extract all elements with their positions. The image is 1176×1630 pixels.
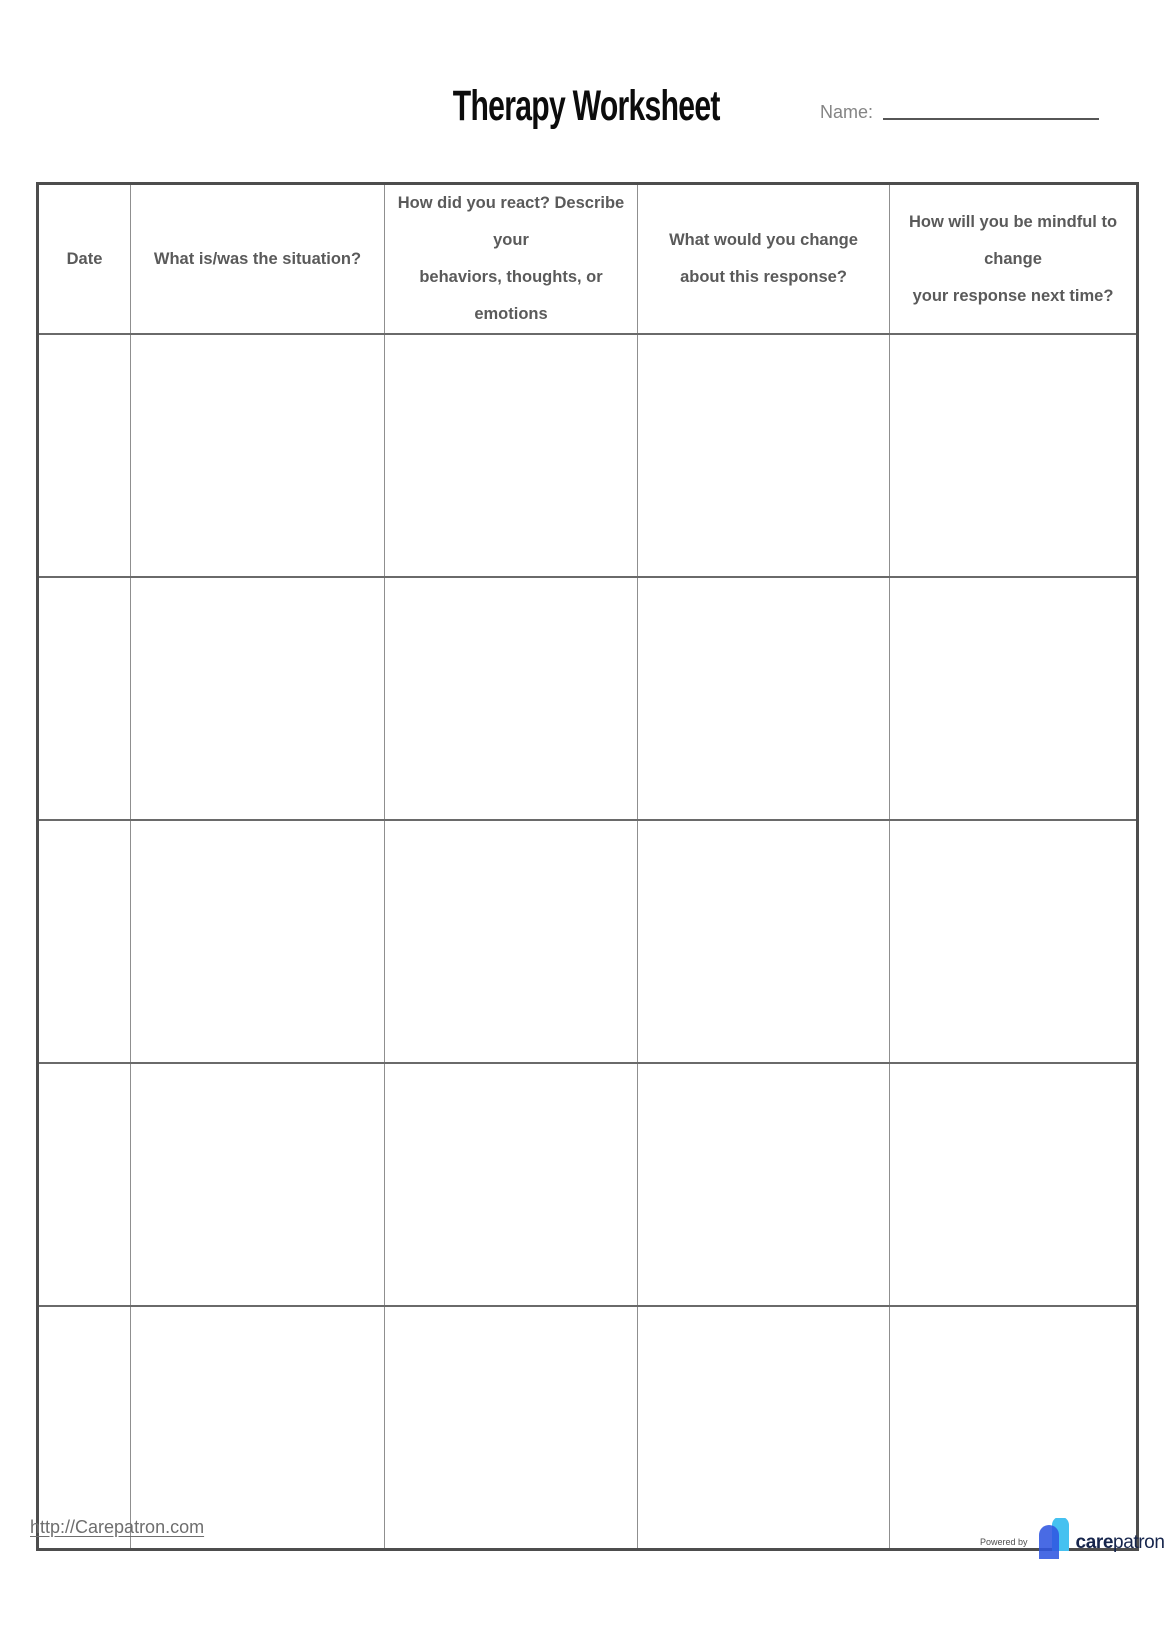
cell-mindful[interactable]: [890, 577, 1138, 820]
name-field: [820, 101, 1099, 123]
cell-date[interactable]: [38, 577, 131, 820]
powered-by-label: Powered by: [980, 1537, 1028, 1547]
table-row: [38, 1063, 1138, 1306]
cell-situation[interactable]: [131, 1306, 385, 1549]
cell-change[interactable]: [638, 334, 890, 577]
cell-reaction[interactable]: [385, 1306, 638, 1549]
column-header-situation: What is/was the situation?: [131, 184, 385, 335]
brand-care: care: [1075, 1532, 1114, 1553]
cell-situation[interactable]: [131, 1063, 385, 1306]
cell-change[interactable]: [638, 1306, 890, 1549]
column-header-reaction: How did you react? Describe your behaviors, thoughts, or emotions: [385, 184, 638, 335]
column-header-date: Date: [38, 184, 131, 335]
cell-change[interactable]: [638, 820, 890, 1063]
table-header-row: [38, 184, 1138, 335]
table-row: [38, 334, 1138, 577]
cell-reaction[interactable]: [385, 577, 638, 820]
name-label: Name:: [820, 102, 874, 122]
cell-date[interactable]: [38, 820, 131, 1063]
cell-reaction[interactable]: [385, 1063, 638, 1306]
cell-reaction[interactable]: [385, 820, 638, 1063]
cell-change[interactable]: [638, 577, 890, 820]
cell-change[interactable]: [638, 1063, 890, 1306]
carepatron-link[interactable]: http://Carepatron.com: [30, 1517, 205, 1537]
cell-mindful[interactable]: [890, 820, 1138, 1063]
table-row: [38, 820, 1138, 1063]
cell-situation[interactable]: [131, 334, 385, 577]
cell-mindful[interactable]: [890, 1306, 1138, 1549]
table-row: [38, 1306, 1138, 1549]
table-row: [38, 577, 1138, 820]
brand-patron: patron: [1113, 1532, 1165, 1553]
column-header-change: What would you change about this response?: [638, 184, 890, 335]
cell-date[interactable]: [38, 1063, 131, 1306]
column-header-mindful: How will you be mindful to change your response next time?: [890, 184, 1138, 335]
name-input-line[interactable]: [883, 118, 1099, 120]
cell-date[interactable]: [38, 334, 131, 577]
page-title: Therapy Worksheet: [453, 82, 721, 130]
worksheet-table: [36, 182, 1139, 1551]
cell-situation[interactable]: [131, 577, 385, 820]
cell-reaction[interactable]: [385, 334, 638, 577]
carepatron-logo-icon: [1036, 1518, 1072, 1560]
cell-situation[interactable]: [131, 820, 385, 1063]
cell-date[interactable]: [38, 1306, 131, 1549]
cell-mindful[interactable]: [890, 334, 1138, 577]
powered-by-block: [980, 1518, 1165, 1560]
carepatron-wordmark: [1076, 1532, 1165, 1554]
cell-mindful[interactable]: [890, 1063, 1138, 1306]
